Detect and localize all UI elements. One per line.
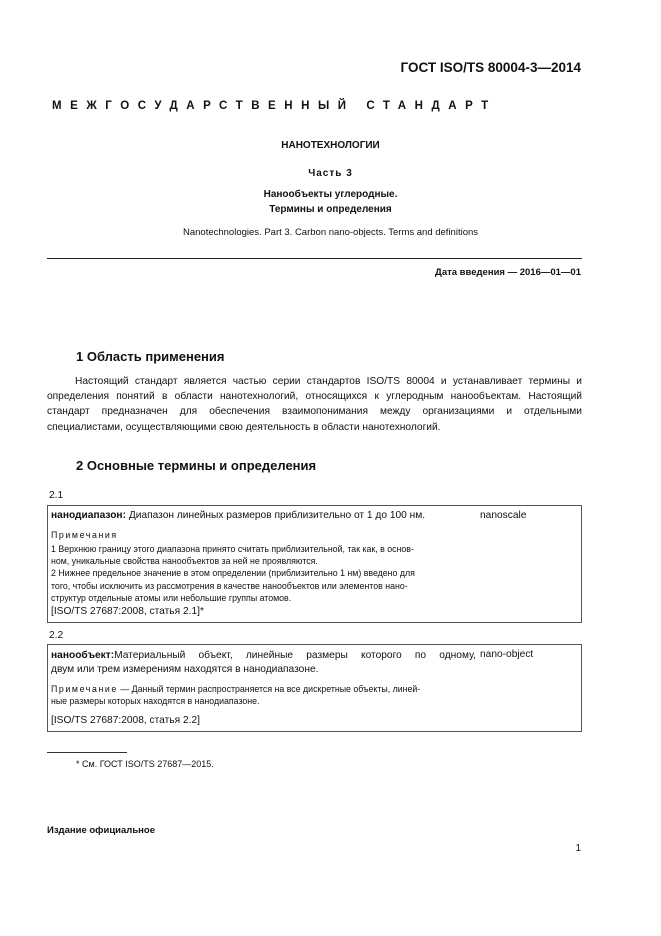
subtitle [0,187,661,217]
term-2-2-note-heading: Примечание [51,684,118,694]
term-2-1-notes [51,543,478,604]
subtitle-line-2: Термины и определения [269,204,392,215]
subtitle-line-1: Нанообъекты углеродные. [263,189,398,200]
footnote: * См. ГОСТ ISO/TS 27687—2015. [76,759,214,769]
term-2-2-note [51,683,478,707]
english-title: Nanotechnologies. Part 3. Carbon nano-objects. Terms and definitions [182,227,479,238]
footnote-divider [47,752,127,753]
introduction-date: Дата введения — 2016—01—01 [435,267,581,278]
term-2-2-definition [51,649,476,677]
term-2-2-definition-line-1: нанообъект: Материальный объект, линейные размеры которого по одному, [51,650,476,661]
official-edition-label: Издание официальное [47,825,155,836]
section-1-paragraph: Настоящий стандарт является частью серии стандартов ISO/TS 80004 и устанавливает термины и определения понятий в области нанотехнологий, относящихся к углеродным нанообъектам. Настоящий стандарт предназначен для обеспечения взаимопонимания между организациями и отдельными специалистами, осуществляющими свою деятельность в области нанотехнологий. [47,376,582,433]
part-label: Часть 3 [308,168,353,179]
section-1-heading: 1 Область применения [76,349,225,364]
document-title: НАНОТЕХНОЛОГИИ [281,140,380,151]
term-2-1-box [47,505,582,623]
term-2-1-english: nanoscale [480,510,527,521]
term-2-1-definition-line [51,510,425,521]
note-1-line-2: ном, уникальные свойства нанообъектов за ней не проявляются. [51,556,318,567]
term-2-2-box [47,644,582,732]
term-2-1-definition: Диапазон линейных размеров приблизительно от 1 до 100 нм. [125,510,426,521]
term-2-2-term: нанообъект: [51,650,115,661]
term-2-2-source: [ISO/TS 27687:2008, статья 2.2] [51,715,200,726]
term-2-1-term: нанодиапазон: [51,510,126,521]
document-code: ГОСТ ISO/TS 80004-3—2014 [400,60,581,75]
term-2-2-number: 2.2 [49,630,64,641]
section-2-heading: 2 Основные термины и определения [76,458,317,473]
title-divider [47,258,582,259]
term-2-2-english: nano-object [480,649,534,660]
term-2-2-note-line-1: Примечание — Данный термин распространяется на все дискретные объекты, линей- [51,684,421,694]
interstate-standard-heading: МЕЖГОСУДАРСТВЕННЫЙ СТАНДАРТ [52,100,497,112]
note-2-line-3: структур отдельные атомы или небольшие группы атомов. [51,592,292,603]
term-2-1-number: 2.1 [49,490,64,501]
note-1-line-1: 1 Верхнюю границу этого диапазона принято считать приблизительной, так как, в основ- [51,544,414,554]
term-2-1-notes-heading: Примечания [51,530,118,540]
page-number: 1 [575,843,581,854]
term-2-2-note-line-2: ные размеры которых находятся в нанодиапазоне. [51,696,260,707]
term-2-2-definition-line-2: двум или трем измерениям находятся в нанодиапазоне. [51,664,319,675]
term-2-1-source: [ISO/TS 27687:2008, статья 2.1]* [51,606,204,617]
note-2-line-2: того, чтобы исключить из рассмотрения в качестве нанообъектов или элементов нано- [51,580,408,591]
note-2-line-1: 2 Нижнее предельное значение в этом определении (приблизительно 1 нм) введено для [51,568,415,579]
